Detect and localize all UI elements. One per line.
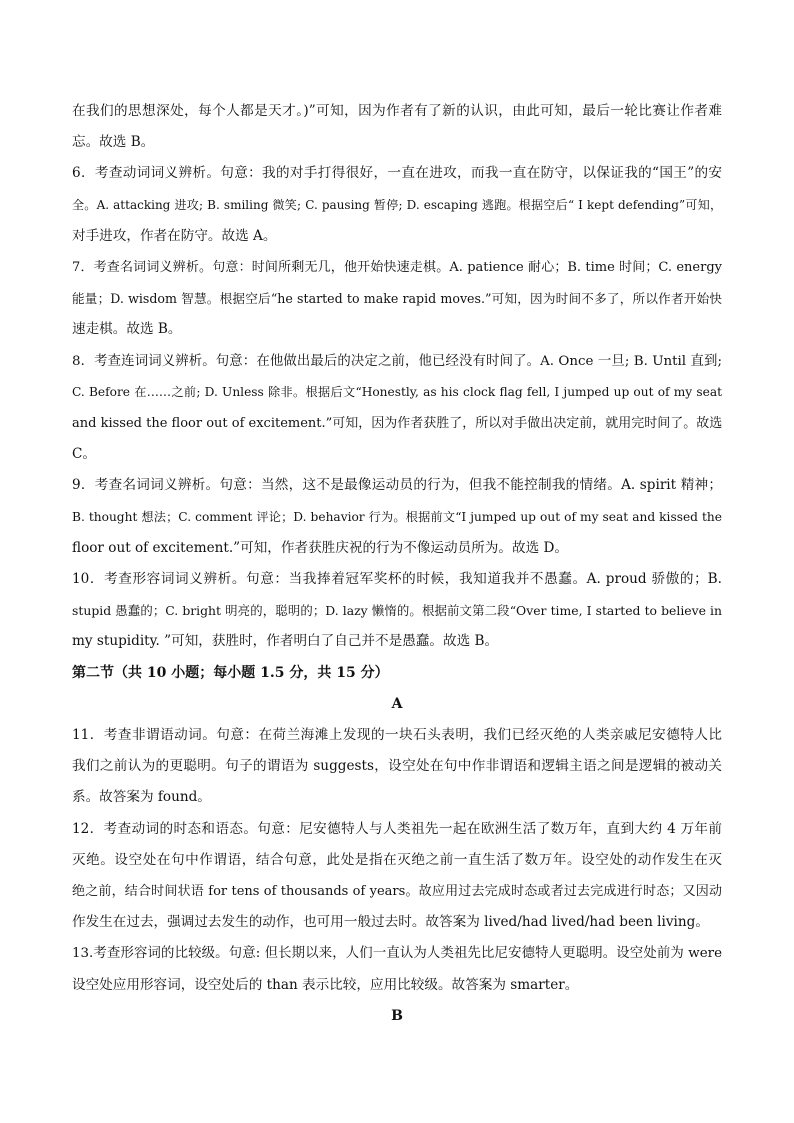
- text-line: 系。故答案为 found。: [72, 789, 211, 806]
- text-line: 12．考查动词的时态和语态。句意：尼安德特人与人类祖先一起在欧洲生活了数万年，直到大约 4 万年前: [72, 820, 722, 837]
- text-line: C。: [72, 446, 96, 463]
- text-line: 11．考查非谓语动词。句意：在荷兰海滩上发现的一块石头表明，我们已经灭绝的人类亲戚尼安德特人比: [72, 727, 722, 744]
- text-line: 作发生在过去，强调过去发生的动作，也可用一般过去时。故答案为 lived/had lived/had been living。: [72, 914, 709, 931]
- text-line: 能量；D. wisdom 智慧。根据空后“he started to make rapid moves.”可知，因为时间不多了，所以作者开始快: [72, 291, 722, 307]
- text-line: my stupidity. ”可知，获胜时，作者明白了自己并不是愚蠢。故选 B。: [72, 633, 499, 650]
- text-line: 7．考查名词词义辨析。句意：时间所剩无几，他开始快速走棋。A. patience 耐心；B. time 时间；C. energy: [72, 260, 722, 276]
- text-line: 我们之前认为的更聪明。句子的谓语为 suggests，设空处在句中作非谓语和逻辑主语之间是逻辑的被动关: [72, 758, 722, 775]
- text-line: 8．考查连词词义辨析。句意：在他做出最后的决定之前，他已经没有时间了。A. Once 一旦; B. Until 直到;: [72, 353, 722, 369]
- text-line: 设空处应用形容词，设空处后的 than 表示比较，应用比较级。故答案为 smarter。: [72, 976, 579, 993]
- text-line: 13.考查形容词的比较级。句意: 但长期以来，人们一直认为人类祖先比尼安德特人更聪明。设空处前为 were: [72, 946, 722, 962]
- text-line: floor out of excitement.”可知，作者获胜庆祝的行为不像运动员所为。故选 D。: [72, 539, 568, 556]
- text-line: 9．考查名词词义辨析。句意：当然，这不是最像运动员的行为，但我不能控制我的情绪。A. spirit 精神；: [72, 477, 722, 494]
- text-line: 6．考查动词词义辨析。句意：我的对手打得很好，一直在进攻，而我一直在防守，以保证我的“国王”的安: [72, 165, 722, 182]
- text-line: and kissed the floor out of excitement.”可知，因为作者获胜了，所以对手做出决定前，就用完时间了。故选: [72, 416, 723, 432]
- text-line: 灭绝。设空处在句中作谓语，结合句意，此处是指在灭绝之前一直生活了数万年。设空处的动作发生在灭: [72, 851, 722, 868]
- text-line: 在我们的思想深处，每个人都是天才。)”可知，因为作者有了新的认识，由此可知，最后一轮比赛让作者难: [72, 103, 722, 119]
- text-line: B. thought 想法；C. comment 评论；D. behavior 行为。根据前文“I jumped up out of my seat and kissed the: [72, 509, 722, 524]
- text-line: 10．考查形容词词义辨析。句意：当我捧着冠军奖杯的时候，我知道我并不愚蠢。A. proud 骄傲的；B.: [72, 571, 722, 588]
- part-heading-a: A: [391, 695, 403, 712]
- text-line: 忘。故选 B。: [72, 134, 155, 151]
- text-line: 全。A. attacking 进攻; B. smiling 微笑; C. pausing 暂停; D. escaping 逃跑。根据空后“ I kept defending”可知，: [72, 197, 722, 212]
- text-line: C. Before 在……之前; D. Unless 除非。根据后文“Honestly, as his clock flag fell, I jumped up out of my seat: [72, 384, 722, 399]
- part-heading-b: B: [391, 1007, 403, 1024]
- section-title: 第二节（共 10 小题；每小题 1.5 分，共 15 分）: [72, 664, 389, 681]
- text-line: stupid 愚蠢的；C. bright 明亮的，聪明的；D. lazy 懒惰的。根据前文第二段“Over time, I started to believe in: [72, 603, 722, 619]
- answer-explanations: [72, 96, 722, 1032]
- text-line: 对手进攻，作者在防守。故选 A。: [72, 227, 277, 244]
- text-line: 绝之前，结合时间状语 for tens of thousands of years。故应用过去完成时态或者过去完成进行时态；又因动: [72, 884, 722, 900]
- text-line: 速走棋。故选 B。: [72, 321, 182, 338]
